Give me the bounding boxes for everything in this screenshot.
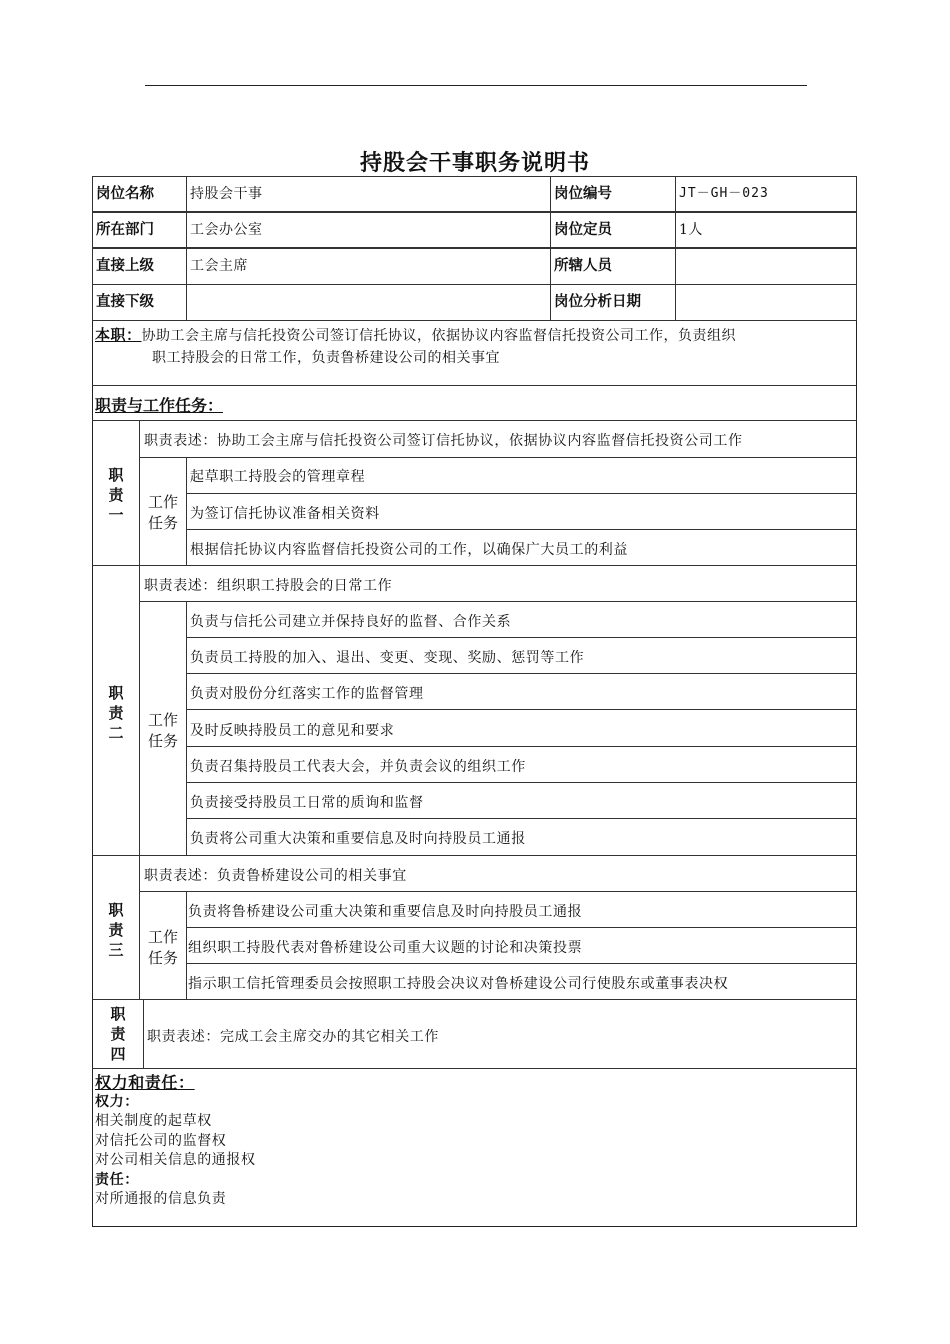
divider	[186, 673, 857, 674]
divider	[92, 420, 857, 421]
duty-3-task: 组织职工持股代表对鲁桥建设公司重大议题的讨论和决策投票	[188, 940, 583, 956]
powers-heading: 权力和责任：	[95, 1073, 195, 1092]
duty-2-task-label: 工作 任务	[147, 711, 178, 750]
duty-2-task: 负责与信托公司建立并保持良好的监督、合作关系	[190, 614, 512, 630]
duty-3-task: 负责将鲁桥建设公司重大决策和重要信息及时向持股员工通报	[188, 904, 583, 920]
duty-1-task: 为签订信托协议准备相关资料	[190, 506, 380, 522]
duty-1-task: 起草职工持股会的管理章程	[190, 469, 366, 485]
divider	[186, 746, 857, 747]
divider	[186, 601, 187, 855]
subordinates-label: 所辖人员	[550, 248, 676, 285]
duty-1-task-label: 工作 任务	[147, 493, 178, 532]
divider	[186, 963, 857, 964]
divider	[143, 999, 144, 1068]
duty-2-task: 负责召集持股员工代表大会，并负责会议的组织工作	[190, 759, 526, 775]
divider	[139, 420, 140, 1000]
analysis-date-label: 岗位分析日期	[550, 284, 676, 321]
power-item: 对信托公司的监督权	[95, 1132, 227, 1149]
duty-1-statement: 职责表述：协助工会主席与信托投资公司签订信托协议，依据协议内容监督信托投资公司工作	[144, 433, 743, 449]
duty-3-label: 职 责 三	[108, 901, 124, 959]
divider	[186, 493, 857, 494]
duty-3-statement: 职责表述：负责鲁桥建设公司的相关事宜	[144, 868, 407, 884]
superior-label: 直接上级	[92, 248, 187, 285]
header-rule	[145, 85, 807, 86]
divider	[186, 927, 857, 928]
department-value: 工会办公室	[186, 212, 551, 248]
document-title: 持股会干事职务说明书	[359, 151, 590, 176]
duty-2-statement: 职责表述：组织职工持股会的日常工作	[144, 578, 393, 594]
analysis-date-value	[675, 284, 857, 321]
position-code-label: 岗位编号	[550, 176, 676, 212]
powers-section	[95, 1073, 256, 1210]
headcount-label: 岗位定员	[550, 212, 676, 248]
duty-2-task: 及时反映持股员工的意见和要求	[190, 723, 395, 739]
core-duty-label: 本职：	[95, 326, 142, 344]
divider	[186, 891, 187, 1000]
headcount-value: 1人	[675, 212, 857, 248]
power-item: 对公司相关信息的通报权	[95, 1152, 256, 1168]
duty-1-task: 根据信托协议内容监督信托投资公司的工作，以确保广大员工的利益	[190, 542, 628, 558]
superior-value: 工会主席	[186, 248, 551, 285]
core-duty-line2: 职工持股会的日常工作，负责鲁桥建设公司的相关事宜	[152, 350, 500, 366]
divider	[186, 782, 857, 783]
position-name-value: 持股会干事	[186, 176, 551, 212]
divider	[92, 855, 857, 856]
duty-2-task: 负责员工持股的加入、退出、变更、变现、奖励、惩罚等工作	[190, 650, 585, 666]
duty-3-task: 指示职工信托管理委员会按照职工持股会决议对鲁桥建设公司行使股东或董事表决权	[188, 976, 729, 992]
duty-4-statement: 职责表述：完成工会主席交办的其它相关工作	[147, 1029, 439, 1045]
responsibility-label: 责任：	[95, 1171, 139, 1188]
divider	[139, 891, 857, 892]
duty-2-task: 负责接受持股员工日常的质询和监督	[190, 795, 424, 811]
power-item: 相关制度的起草权	[95, 1113, 212, 1129]
subordinates-value	[675, 248, 857, 285]
direct-reports-label: 直接下级	[92, 284, 187, 321]
responsibility-item: 对所通报的信息负责	[95, 1191, 227, 1207]
core-duty-line1: 协助工会主席与信托投资公司签订信托协议，依据协议内容监督信托投资公司工作，负责组织	[141, 328, 737, 344]
divider	[186, 818, 857, 819]
divider	[92, 999, 857, 1000]
divider	[186, 457, 187, 565]
power-label: 权力：	[95, 1093, 139, 1110]
duty-2-label: 职 责 二	[108, 684, 124, 742]
duties-heading: 职责与工作任务：	[95, 396, 224, 415]
position-name-label: 岗位名称	[92, 176, 187, 212]
divider	[139, 601, 857, 602]
core-duty	[95, 324, 855, 369]
direct-reports-value	[186, 284, 551, 321]
divider	[186, 637, 857, 638]
divider	[186, 529, 857, 530]
department-label: 所在部门	[92, 212, 187, 248]
position-code-value: JT－GH－023	[675, 176, 857, 212]
divider	[139, 457, 857, 458]
divider	[92, 1068, 857, 1069]
divider	[92, 385, 857, 386]
divider	[186, 709, 857, 710]
divider	[92, 565, 857, 566]
duty-4-label: 职 责 四	[110, 1005, 126, 1063]
duty-2-task: 负责将公司重大决策和重要信息及时向持股员工通报	[190, 831, 526, 847]
duty-2-task: 负责对股份分红落实工作的监督管理	[190, 686, 424, 702]
duty-1-label: 职 责 一	[108, 466, 124, 524]
duty-3-task-label: 工作 任务	[147, 928, 178, 967]
